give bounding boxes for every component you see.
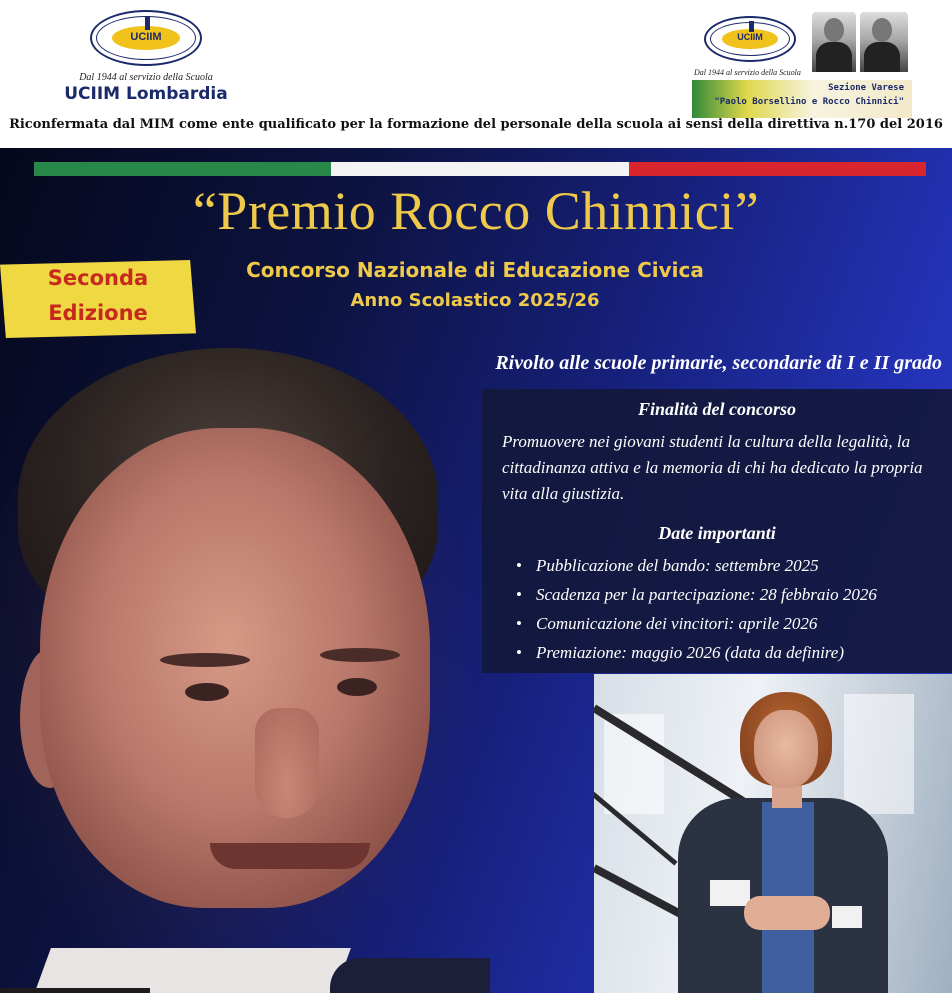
school-year: Anno Scolastico 2025/26 [350,290,600,311]
contest-name: Concorso Nazionale di Educazione Civica [246,258,704,282]
dates-list [516,551,877,667]
edition-badge-line2: Edizione [48,301,148,325]
photo-woman [594,674,952,993]
portrait-borsellino [812,12,856,72]
italian-flag-stripe [34,162,926,176]
finalita-text: Promuovere nei giovani studenti la cultura della legalità, la cittadinanza attiva e la memoria di chi ha dedicato la propria vita alla giustizia. [502,432,923,503]
sezione-varese-logo [692,10,922,110]
list-item: • Scadenza per la partecipazione: 28 febbraio 2026 [516,580,877,609]
portrait-chinnici-small [860,12,908,72]
dates-heading: Date importanti [658,523,776,543]
uciim-lombardia-logo [56,10,236,110]
page-title: “Premio Rocco Chinnici” [192,181,760,241]
finalita-heading: Finalità del concorso [637,399,796,419]
org-name: UCIIM Lombardia [64,84,228,104]
section-banner [692,80,912,118]
portrait-rocco-chinnici [0,348,470,993]
uciim-emblem-icon: UCIIM [90,10,202,66]
list-item: • Comunicazione dei vincitori: aprile 2026 [516,609,877,638]
uciim-emblem-small-icon: UCIIM [704,16,796,62]
list-item: • Pubblicazione del bando: settembre 2025 [516,551,877,580]
section-name: Sezione Varese [828,83,904,93]
section-dedication: "Paolo Borsellino e Rocco Chinnici" [714,97,904,107]
info-box [482,389,952,673]
logo-motto-small: Dal 1944 al servizio della Scuola [694,68,801,77]
target-audience: Rivolto alle scuole primarie, secondarie di I e II grado [495,352,942,374]
edition-badge-line1: Seconda [47,266,149,290]
accreditation-text: Riconfermata dal MIM come ente qualificato per la formazione del personale della scuola ai sensi della direttiva n.170 del 2016 [9,117,943,132]
logo-motto: Dal 1944 al servizio della Scuola [79,72,213,83]
poster [0,148,952,993]
list-item: • Premiazione: maggio 2026 (data da definire) [516,638,877,667]
header [0,0,952,148]
